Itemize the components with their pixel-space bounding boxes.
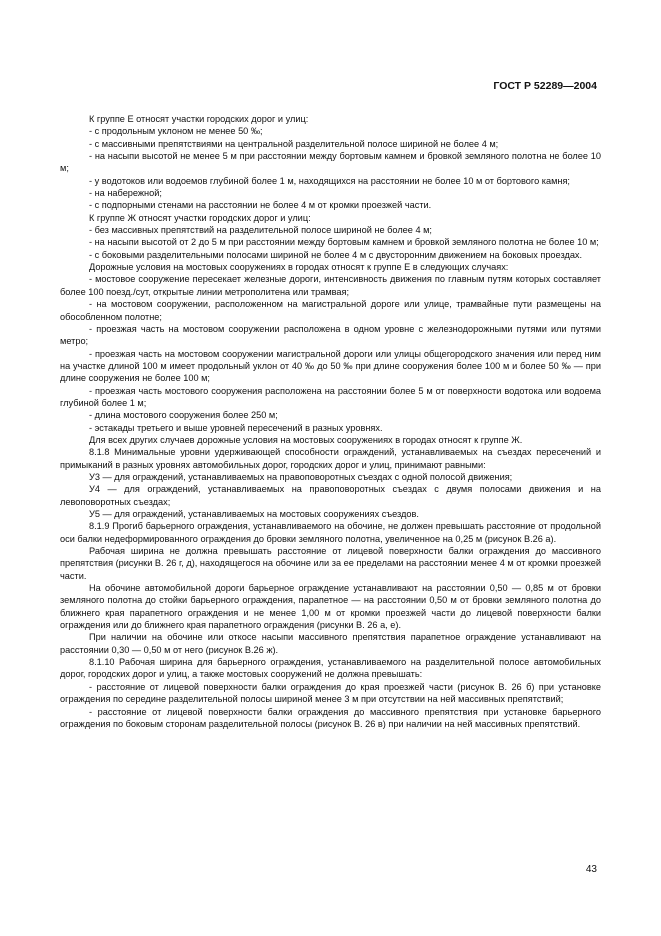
document-body xyxy=(60,113,601,730)
paragraph: 8.1.8 Минимальные уровни удерживающей способности ограждений, устанавливаемых на съездах пересечений и примыканий в разных уровнях автомобильных дорог, городских дорог и улиц, принимают равными: xyxy=(60,447,601,470)
paragraph: - длина мостового сооружения более 250 м; xyxy=(89,410,278,421)
paragraph: Дорожные условия на мостовых сооружениях в городах относят к группе Е в следующих случаях: xyxy=(89,262,509,273)
paragraph: - на набережной; xyxy=(89,188,162,199)
paragraph: На обочине автомобильной дороги барьерное ограждение устанавливают на расстоянии 0,50 — 0,85 м от бровки земляного полотна до стойки барьерного ограждения, парапетное — на расстоянии 0,50 м от бровки земляного полотна до ближнего края парапетного ограждения и не менее 1,00 м от кромки проезжей части до лицевой поверхности балки ограждения или до ближнего края парапетного ограждения (рисунки В. 26 а, е). xyxy=(60,583,601,631)
paragraph: 8.1.9 Прогиб барьерного ограждения, устанавливаемого на обочине, не должен превышать расстояние от продольной оси балки недеформированного ограждения до бровки земляного полотна, увеличенное на 0,25 м (рисунок В.26 а). xyxy=(60,521,601,544)
paragraph: - проезжая часть на мостовом сооружении расположена в одном уровне с железнодорожными путями или путями метро; xyxy=(60,323,601,347)
paragraph: Рабочая ширина не должна превышать расстояние от лицевой поверхности балки ограждения до массивного препятствия (рисунки В. 26 г, д), находящегося на обочине или за ее пределами на расстоянии менее 4 м от кромки проезжей части. xyxy=(60,546,601,581)
paragraph: - расстояние от лицевой поверхности балки ограждения до массивного препятствия при установке барьерного ограждения по боковым сторонам разделительной полосы (рисунок В. 26 в) при наличии на ней массивных препятствий. xyxy=(60,706,601,729)
page-number: 43 xyxy=(585,864,597,875)
paragraph: - проезжая часть на мостовом сооружении магистральной дороги или улицы общегородского значения или перед ним на участке длиной 100 м имеет продольный уклон от 40 ‰ до 50 ‰ при длине сооружения более 100 м и более 50 ‰ — при длине сооружения не более 100 м; xyxy=(60,348,601,384)
paragraph: - мостовое сооружение пересекает железные дороги, интенсивность движения по главным путям которых составляет более 100 поезд./сут, открытые линии метрополитена или трамвая; xyxy=(60,274,601,297)
paragraph: К группе Е относят участки городских дорог и улиц: xyxy=(89,114,309,124)
paragraph: - с массивными препятствиями на центральной разделительной полосе шириной не более 4 м; xyxy=(89,138,499,149)
paragraph: - у водотоков или водоемов глубиной более 1 м, находящихся на расстоянии не более 10 м от бортового камня; xyxy=(89,175,570,186)
document-header: ГОСТ Р 52289—2004 xyxy=(493,80,597,92)
paragraph: У5 — для ограждений, устанавливаемых на мостовых сооружениях съездов. xyxy=(89,509,419,519)
paragraph: У3 — для ограждений, устанавливаемых на правоповоротных съездах с одной полосой движения; xyxy=(89,471,513,482)
paragraph: - на насыпи высотой от 2 до 5 м при расстоянии между бортовым камнем и бровкой земляного полотна не более 10 м; xyxy=(89,237,599,248)
paragraph: - с подпорными стенами на расстоянии не более 4 м от кромки проезжей части. xyxy=(89,200,432,211)
paragraph: К группе Ж относят участки городских дорог и улиц: xyxy=(89,212,311,223)
paragraph: - на мостовом сооружении, расположенном на магистральной дороге или улице, трамвайные пути размещены на обособленном полотне; xyxy=(60,299,601,322)
paragraph: - без массивных препятствий на разделительной полосе шириной не более 4 м; xyxy=(89,225,432,236)
paragraph: При наличии на обочине или откосе насыпи массивного препятствия парапетное ограждение устанавливают на расстоянии 0,30 — 0,50 м от него (рисунок В.26 ж). xyxy=(60,632,601,655)
paragraph: - проезжая часть мостового сооружения расположена на расстоянии более 5 м от поверхности водотока или водоема глубиной более 1 м; xyxy=(60,385,601,408)
paragraph: У4 — для ограждений, устанавливаемых на правоповоротных съездах с двумя полосами движения и на левоповоротных съездах; xyxy=(60,484,601,507)
paragraph: - на насыпи высотой не менее 5 м при расстоянии между бортовым камнем и бровкой земляного полотна не более 10 м; xyxy=(60,151,601,174)
paragraph: - расстояние от лицевой поверхности балки ограждения до края проезжей части (рисунок В. 26 б) при установке ограждения по середине разделительной полосы шириной менее 3 м при отсутствии на ней массивных препятствий; xyxy=(60,681,601,705)
paragraph: Для всех других случаев дорожные условия на мостовых сооружениях в городах относят к группе Ж. xyxy=(89,434,523,445)
paragraph: - с боковыми разделительными полосами шириной не более 4 м с двусторонним движением на боковых проездах. xyxy=(89,249,583,260)
paragraph: 8.1.10 Рабочая ширина для барьерного ограждения, устанавливаемого на разделительной полосе автомобильных дорог, городских дорог и улиц, а также мостовых сооружений не должна превышать: xyxy=(60,657,601,680)
paragraph: - эстакады третьего и выше уровней пересечений в разных уровнях. xyxy=(89,422,383,433)
paragraph: - с продольным уклоном не менее 50 ‰; xyxy=(89,126,263,137)
